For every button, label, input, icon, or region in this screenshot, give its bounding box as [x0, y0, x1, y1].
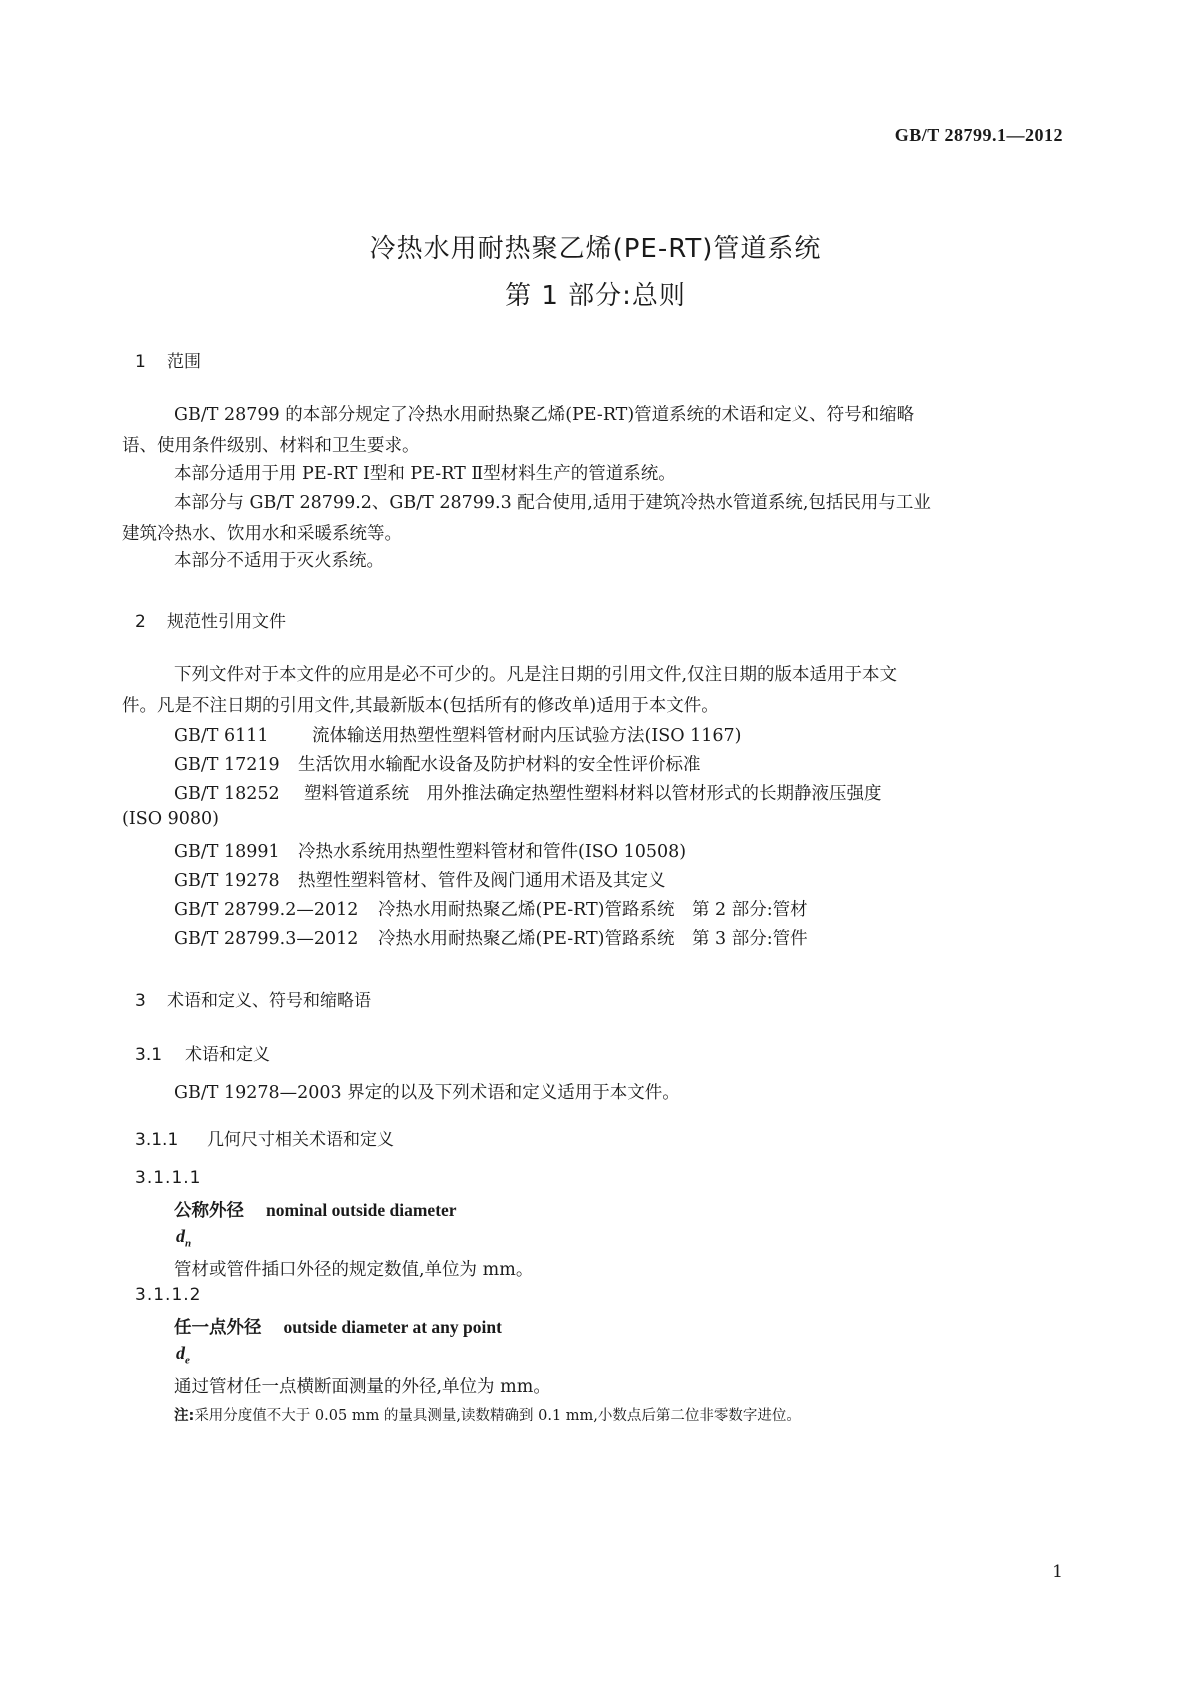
- section-title: 术语和定义、符号和缩略语: [167, 991, 371, 1011]
- reference-title: 生活饮用水输配水设备及防护材料的安全性评价标准: [298, 755, 701, 775]
- section-3-heading: [135, 986, 371, 1011]
- symbol-base: d: [176, 1343, 185, 1363]
- paragraph-line: GB/T 28799 的本部分规定了冷热水用耐热聚乙烯(PE-RT)管道系统的术语和定义、符号和缩略: [174, 405, 915, 425]
- term-number: 3.1.1.1: [135, 1168, 202, 1188]
- section-3-1-heading: [135, 1040, 270, 1065]
- document-title: 冷热水用耐热聚乙烯(PE-RT)管道系统: [369, 234, 822, 264]
- reference-item: [174, 867, 666, 892]
- term-definition: 通过管材任一点横断面测量的外径,单位为 mm。: [174, 1377, 551, 1397]
- reference-code: GB/T 6111: [174, 726, 269, 746]
- reference-item: [174, 925, 808, 950]
- term-chinese: 任一点外径: [174, 1318, 262, 1338]
- scope-paragraph-2: [122, 459, 1062, 490]
- references-intro: [122, 660, 1062, 722]
- reference-title: 冷热水用耐热聚乙烯(PE-RT)管路系统 第 2 部分:管材: [378, 900, 808, 920]
- page-number: 1: [1052, 1562, 1063, 1582]
- reference-code: GB/T 28799.3—2012: [174, 929, 359, 949]
- section-2-heading: [135, 607, 286, 632]
- term-english: nominal outside diameter: [266, 1200, 457, 1220]
- reference-title: 塑料管道系统 用外推法确定热塑性塑料材料以管材形式的长期静液压强度: [304, 784, 882, 804]
- term-number: 3.1.1.2: [135, 1285, 202, 1305]
- symbol-base: d: [176, 1226, 185, 1246]
- paragraph-line: 下列文件对于本文件的应用是必不可少的。凡是注日期的引用文件,仅注日期的版本适用于本文: [174, 665, 898, 685]
- term-heading: [174, 1314, 502, 1339]
- term-symbol: [176, 1226, 191, 1250]
- reference-continuation: (ISO 9080): [122, 809, 220, 829]
- reference-title: 冷热水系统用热塑性塑料管材和管件(ISO 10508): [298, 842, 687, 862]
- reference-item: [174, 838, 686, 863]
- reference-code: GB/T 17219: [174, 755, 280, 775]
- paragraph-line: 本部分不适用于灭火系统。: [174, 551, 384, 571]
- section-3-1-1-heading: [135, 1125, 394, 1150]
- reference-item: [174, 722, 742, 747]
- document-subtitle: 第 1 部分:总则: [505, 281, 686, 311]
- scope-paragraph-1: [122, 400, 1062, 462]
- section-1-heading: [135, 347, 201, 372]
- reference-title: 流体输送用热塑性塑料管材耐内压试验方法(ISO 1167): [312, 726, 742, 746]
- reference-code: GB/T 18252: [174, 784, 280, 804]
- scope-paragraph-4: [122, 546, 1062, 577]
- paragraph-line: GB/T 19278—2003 界定的以及下列术语和定义适用于本文件。: [174, 1083, 680, 1103]
- terms-intro: [122, 1078, 1062, 1109]
- section-number: 3: [135, 991, 146, 1011]
- symbol-subscript: e: [185, 1354, 190, 1367]
- section-number: 3.1: [135, 1045, 163, 1065]
- reference-title: 热塑性塑料管材、管件及阀门通用术语及其定义: [298, 871, 666, 891]
- paragraph-line: 语、使用条件级别、材料和卫生要求。: [122, 436, 420, 456]
- section-number: 2: [135, 612, 146, 632]
- section-title: 范围: [167, 352, 201, 372]
- symbol-subscript: n: [185, 1237, 192, 1250]
- term-definition: 管材或管件插口外径的规定数值,单位为 mm。: [174, 1260, 534, 1280]
- term-chinese: 公称外径: [174, 1201, 244, 1221]
- paragraph-line: 建筑冷热水、饮用水和采暖系统等。: [122, 524, 402, 544]
- term-english: outside diameter at any point: [283, 1317, 502, 1337]
- paragraph-line: 本部分与 GB/T 28799.2、GB/T 28799.3 配合使用,适用于建筑冷热水管道系统,包括民用与工业: [174, 493, 931, 513]
- term-heading: [174, 1197, 457, 1222]
- reference-code: GB/T 28799.2—2012: [174, 900, 359, 920]
- section-number: 1: [135, 352, 146, 372]
- reference-code: GB/T 18991: [174, 842, 280, 862]
- note: [174, 1404, 801, 1425]
- paragraph-line: 件。凡是不注日期的引用文件,其最新版本(包括所有的修改单)适用于本文件。: [122, 696, 719, 716]
- note-text: 采用分度值不大于 0.05 mm 的量具测量,读数精确到 0.1 mm,小数点后第二位非零数字进位。: [194, 1408, 801, 1424]
- section-title: 规范性引用文件: [167, 612, 286, 632]
- reference-title: 冷热水用耐热聚乙烯(PE-RT)管路系统 第 3 部分:管件: [378, 929, 808, 949]
- paragraph-line: 本部分适用于用 PE-RT Ⅰ型和 PE-RT Ⅱ型材料生产的管道系统。: [174, 464, 676, 484]
- standard-number: GB/T 28799.1—2012: [894, 125, 1063, 145]
- reference-code: GB/T 19278: [174, 871, 280, 891]
- reference-item: [174, 896, 808, 921]
- note-label: 注:: [174, 1408, 195, 1424]
- section-number: 3.1.1: [135, 1130, 179, 1150]
- term-symbol: [176, 1343, 190, 1367]
- reference-item: [174, 780, 882, 805]
- reference-item: [174, 751, 701, 776]
- section-title: 几何尺寸相关术语和定义: [207, 1130, 394, 1150]
- section-title: 术语和定义: [185, 1045, 270, 1065]
- scope-paragraph-3: [122, 488, 1062, 550]
